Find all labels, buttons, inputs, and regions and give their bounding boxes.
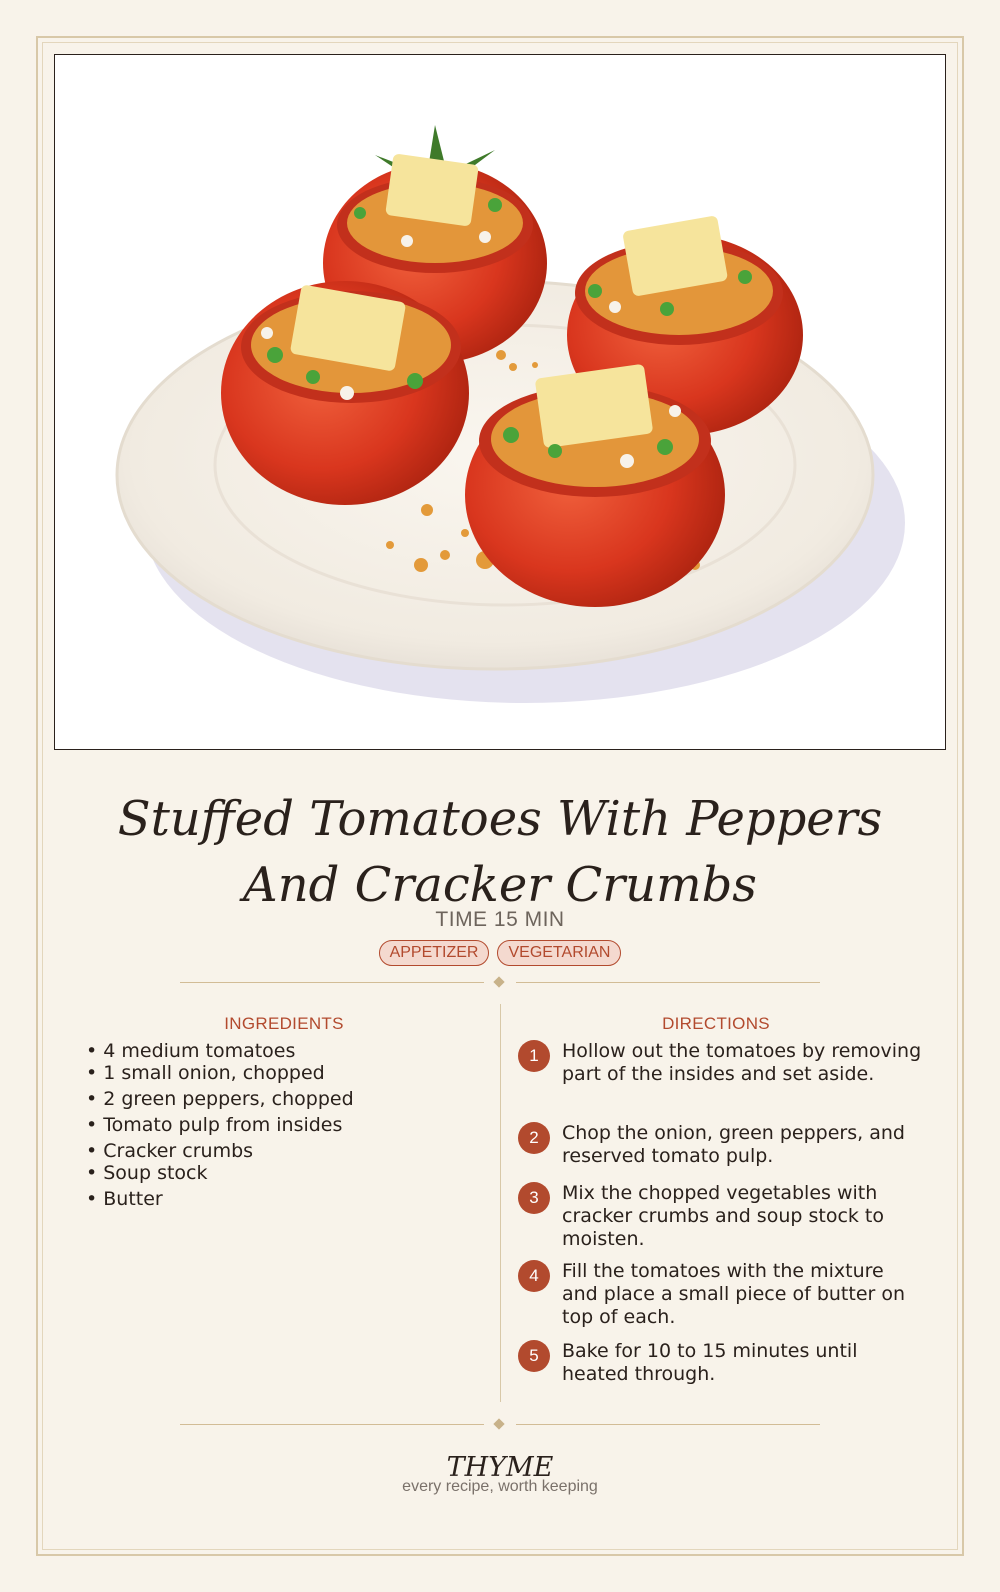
ingredient-item: • Tomato pulp from insides (86, 1114, 343, 1136)
ingredient-item: • Soup stock (86, 1162, 208, 1184)
stuffed-tomato-left (221, 281, 469, 505)
ingredient-item: • Cracker crumbs (86, 1140, 254, 1162)
step-text: Mix the chopped vegetables with cracker crumbs and soup stock to moisten. (562, 1182, 885, 1250)
ingredients-heading: INGREDIENTS (224, 1014, 344, 1033)
diamond-ornament-icon (493, 976, 504, 987)
tag-vegetarian: VEGETARIAN (497, 940, 621, 966)
tag-list (0, 940, 1000, 966)
step-text: Hollow out the tomatoes by removing part of the insides and set aside. (562, 1040, 922, 1085)
ingredient-item: • Butter (86, 1188, 163, 1210)
recipe-title: Stuffed Tomatoes With Peppers And Cracker Crumbs (117, 791, 883, 913)
cook-time: TIME 15 MIN (435, 908, 565, 931)
tag-appetizer: APPETIZER (379, 940, 490, 966)
step-number-badge: 3 (518, 1182, 550, 1214)
ingredient-item: • 4 medium tomatoes (86, 1040, 296, 1062)
directions-heading: DIRECTIONS (662, 1014, 770, 1033)
step-text: Fill the tomatoes with the mixture and place a small piece of butter on top of each. (562, 1260, 906, 1328)
bottom-divider (180, 1418, 820, 1432)
step-text: Bake for 10 to 15 minutes until heated through. (562, 1340, 858, 1385)
step-number-badge: 1 (518, 1040, 550, 1072)
brand-tagline: every recipe, worth keeping (402, 1478, 598, 1495)
diamond-ornament-icon (493, 1418, 504, 1429)
brand-name: THYME (446, 1452, 554, 1483)
ingredient-item: • 1 small onion, chopped (86, 1062, 325, 1084)
step-number-badge: 5 (518, 1340, 550, 1372)
step-number-badge: 4 (518, 1260, 550, 1292)
step-text: Chop the onion, green peppers, and reserved tomato pulp. (562, 1122, 905, 1167)
step-number-badge: 2 (518, 1122, 550, 1154)
ingredient-item: • 2 green peppers, chopped (86, 1088, 354, 1110)
top-divider (180, 976, 820, 990)
column-separator (500, 1004, 501, 1402)
recipe-photo (54, 54, 946, 750)
